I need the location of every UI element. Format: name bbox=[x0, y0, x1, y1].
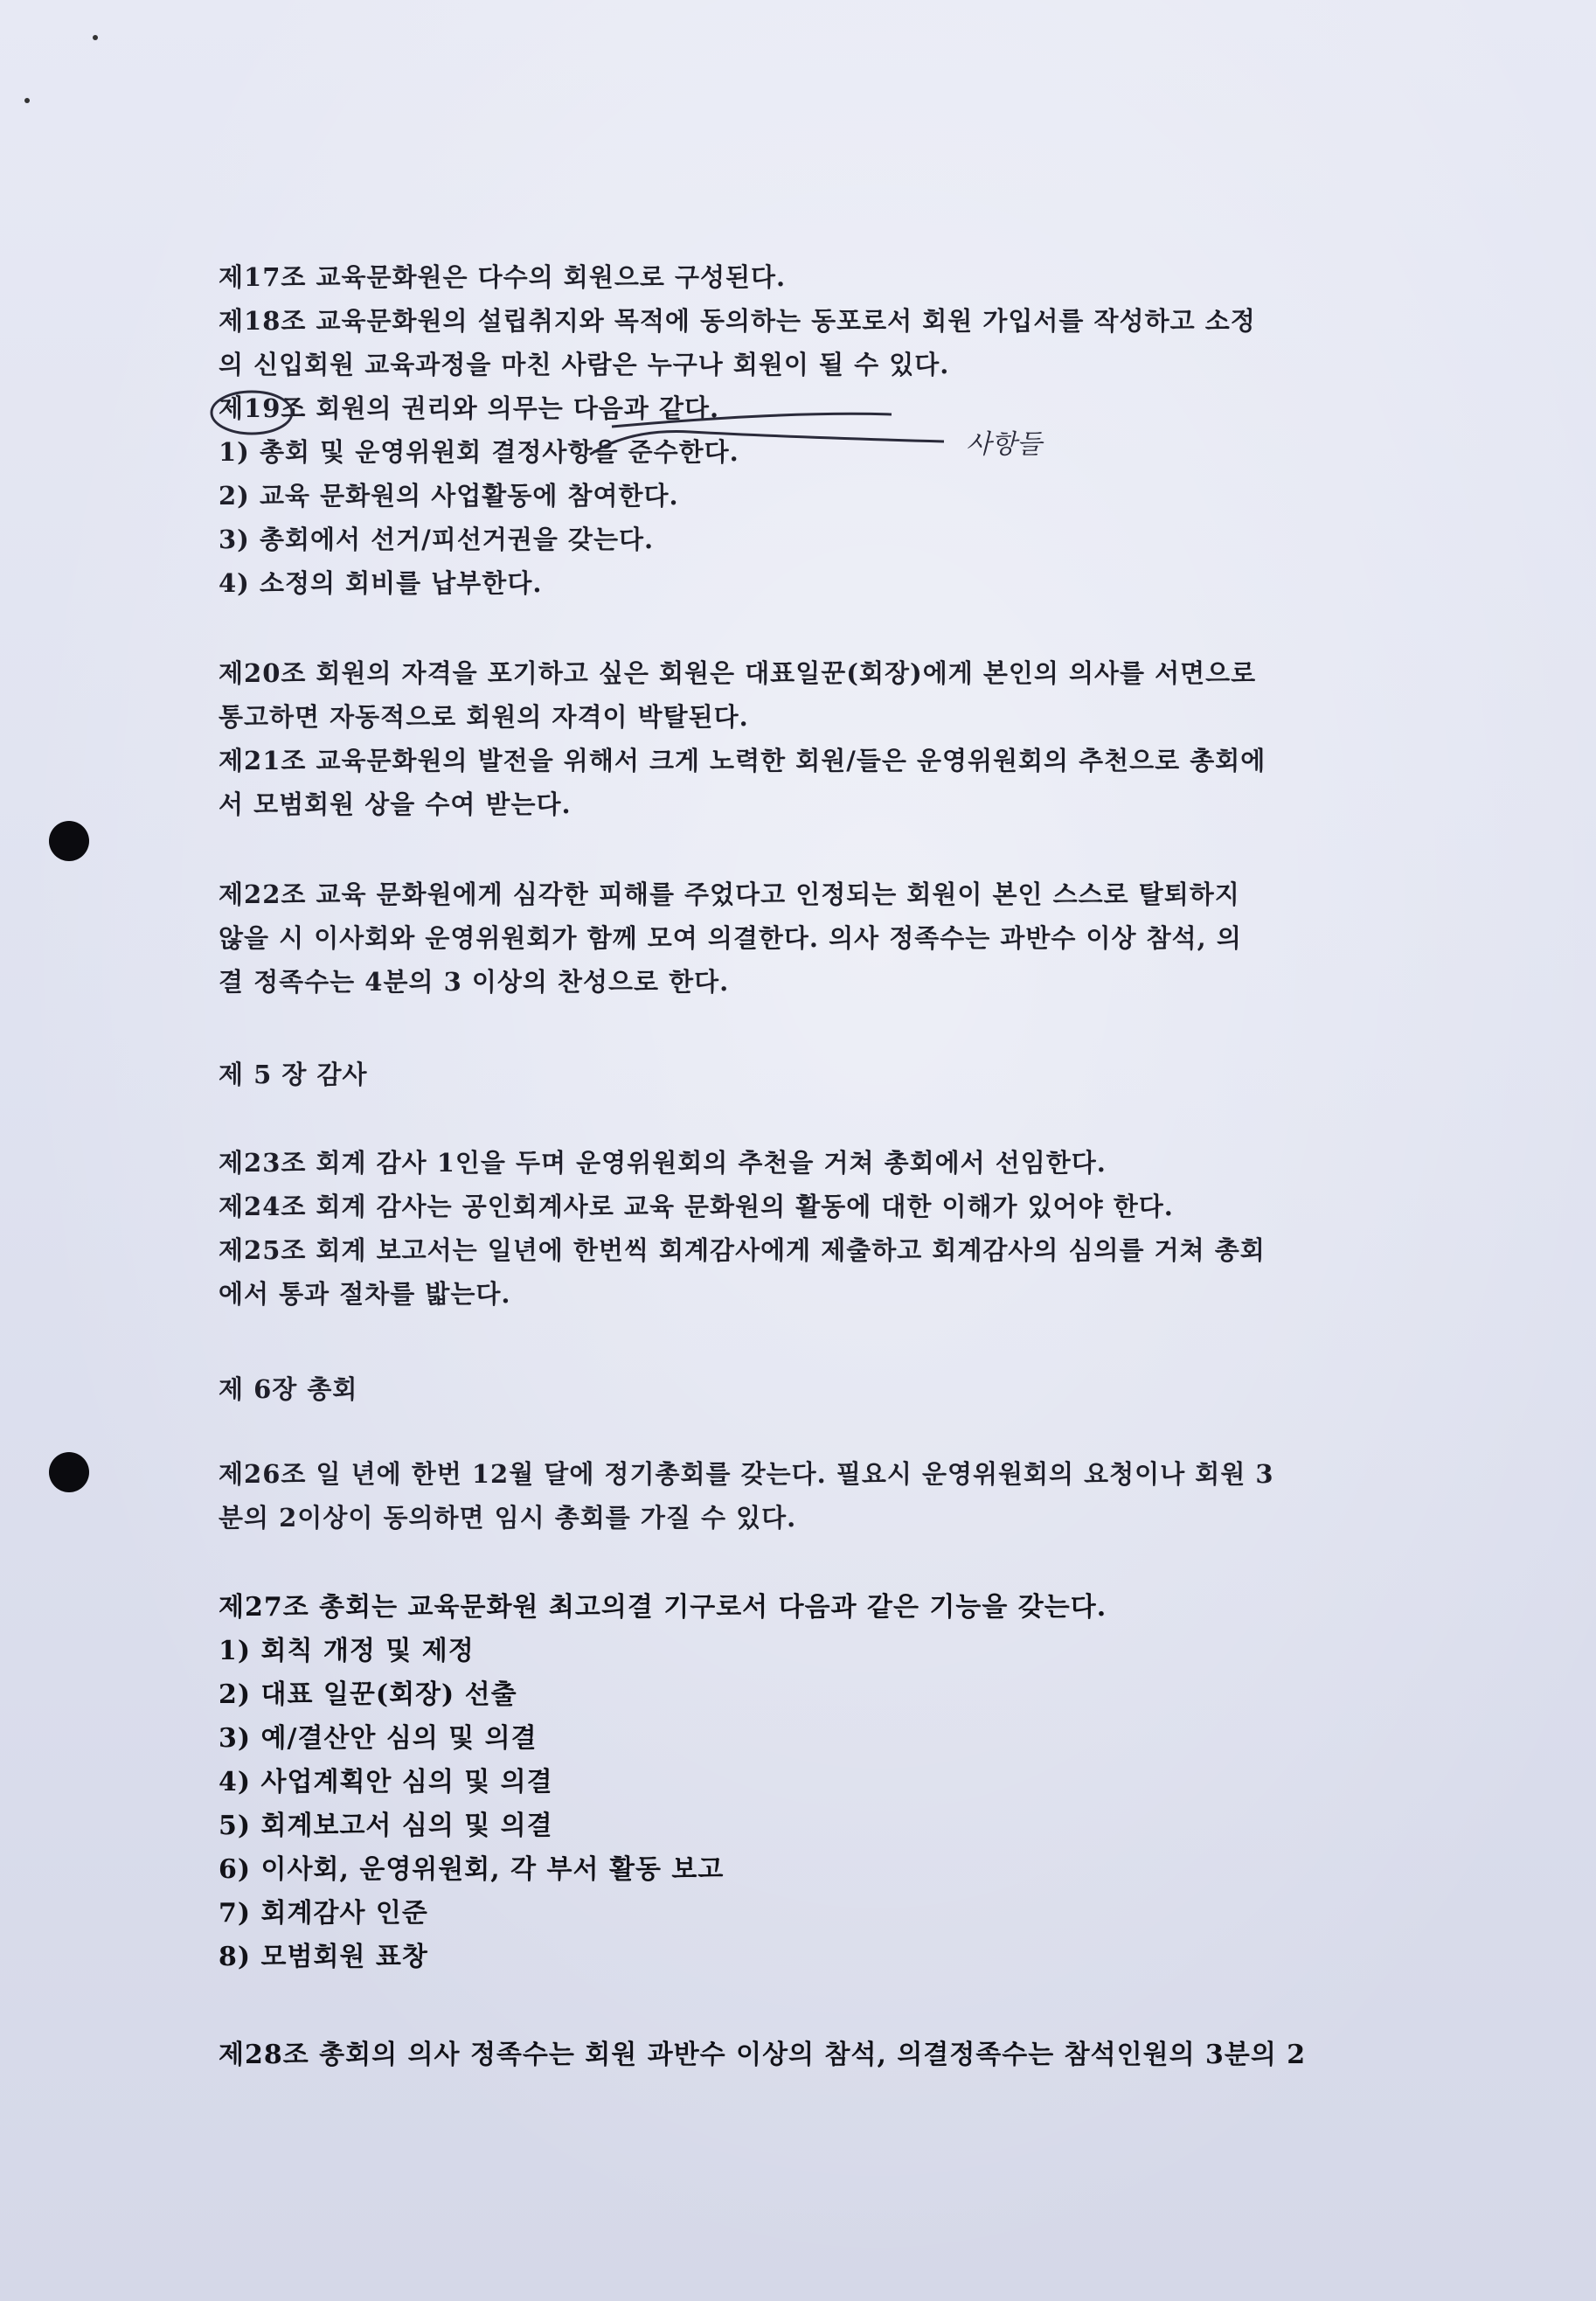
text-line: 서 모범회원 상을 수여 받는다. bbox=[219, 789, 572, 819]
circled-article-number bbox=[212, 392, 292, 434]
text-line: 통고하면 자동적으로 회원의 자격이 박탈된다. bbox=[219, 702, 749, 732]
list-item: 5) 회계보고서 심의 및 의결 bbox=[219, 1811, 553, 1841]
text-line: 1) 총회 및 운영위원회 결정사항을 준수한다. bbox=[219, 437, 739, 467]
text-line: 에서 통과 절차를 밟는다. bbox=[219, 1279, 511, 1309]
list-item: 1) 회칙 개정 및 제정 bbox=[219, 1636, 475, 1666]
list-item: 7) 회계감사 인준 bbox=[219, 1898, 428, 1929]
pen-underline bbox=[612, 414, 892, 427]
text-line: 의 신입회원 교육과정을 마친 사람은 누구나 회원이 될 수 있다. bbox=[219, 350, 950, 379]
text-line: 제22조 교육 문화원에게 심각한 피해를 주었다고 인정되는 회원이 본인 스스로 탈퇴하지 bbox=[219, 879, 1240, 909]
section-heading: 제 5 장 감사 bbox=[219, 1060, 368, 1089]
text-line: 제27조 총회는 교육문화원 최고의결 기구로서 다음과 같은 기능을 갖는다. bbox=[219, 1592, 1107, 1623]
text-line: 2) 교육 문화원의 사업활동에 참여한다. bbox=[219, 481, 679, 511]
text-line: 제24조 회계 감사는 공인회계사로 교육 문화원의 활동에 대한 이해가 있어야 한다. bbox=[219, 1192, 1174, 1221]
list-item: 8) 모범회원 표창 bbox=[219, 1942, 428, 1972]
text-line: 결 정족수는 4분의 3 이상의 찬성으로 한다. bbox=[219, 967, 730, 997]
text-line: 4) 소정의 회비를 납부한다. bbox=[219, 568, 543, 598]
text-line: 제19조 회원의 권리와 의무는 다음과 같다. bbox=[219, 393, 720, 423]
text-line: 3) 총회에서 선거/피선거권을 갖는다. bbox=[219, 525, 655, 554]
pen-arrow-line bbox=[590, 432, 944, 455]
text-line: 제25조 회계 보고서는 일년에 한번씩 회계감사에게 제출하고 회계감사의 심의를 거쳐 총회 bbox=[219, 1235, 1266, 1265]
text-line: 제21조 교육문화원의 발전을 위해서 크게 노력한 회원/들은 운영위원회의 추천으로 총회에 bbox=[219, 746, 1266, 775]
list-item: 2) 대표 일꾼(회장) 선출 bbox=[219, 1679, 517, 1710]
text-line: 않을 시 이사회와 운영위원회가 함께 모여 의결한다. 의사 정족수는 과반수 이상 참석, 의 bbox=[219, 923, 1242, 953]
text-line: 제18조 교육문화원의 설립취지와 목적에 동의하는 동포로서 회원 가입서를 작성하고 소정 bbox=[219, 306, 1256, 336]
list-item: 3) 예/결산안 심의 및 의결 bbox=[219, 1723, 538, 1754]
text-line: 제23조 회계 감사 1인을 두며 운영위원회의 추천을 거쳐 총회에서 선임한다. bbox=[219, 1148, 1107, 1178]
text-line: 제28조 총회의 의사 정족수는 회원 과반수 이상의 참석, 의결정족수는 참석인원의 3분의 2 bbox=[219, 2040, 1307, 2070]
text-line: 제17조 교육문화원은 다수의 회원으로 구성된다. bbox=[219, 262, 787, 292]
text-line: 제20조 회원의 자격을 포기하고 싶은 회원은 대표일꾼(회장)에게 본인의 의사를 서면으로 bbox=[219, 658, 1257, 688]
text-line: 분의 2이상이 동의하면 임시 총회를 가질 수 있다. bbox=[219, 1503, 797, 1533]
section-heading: 제 6장 총회 bbox=[219, 1374, 358, 1404]
handwritten-note: 사항들 bbox=[966, 429, 1042, 460]
list-item: 4) 사업계획안 심의 및 의결 bbox=[219, 1767, 553, 1797]
text-line: 제26조 일 년에 한번 12월 달에 정기총회를 갖는다. 필요시 운영위원회의 요청이나 회원 3 bbox=[219, 1459, 1274, 1489]
list-item: 6) 이사회, 운영위원회, 각 부서 활동 보고 bbox=[219, 1854, 725, 1885]
